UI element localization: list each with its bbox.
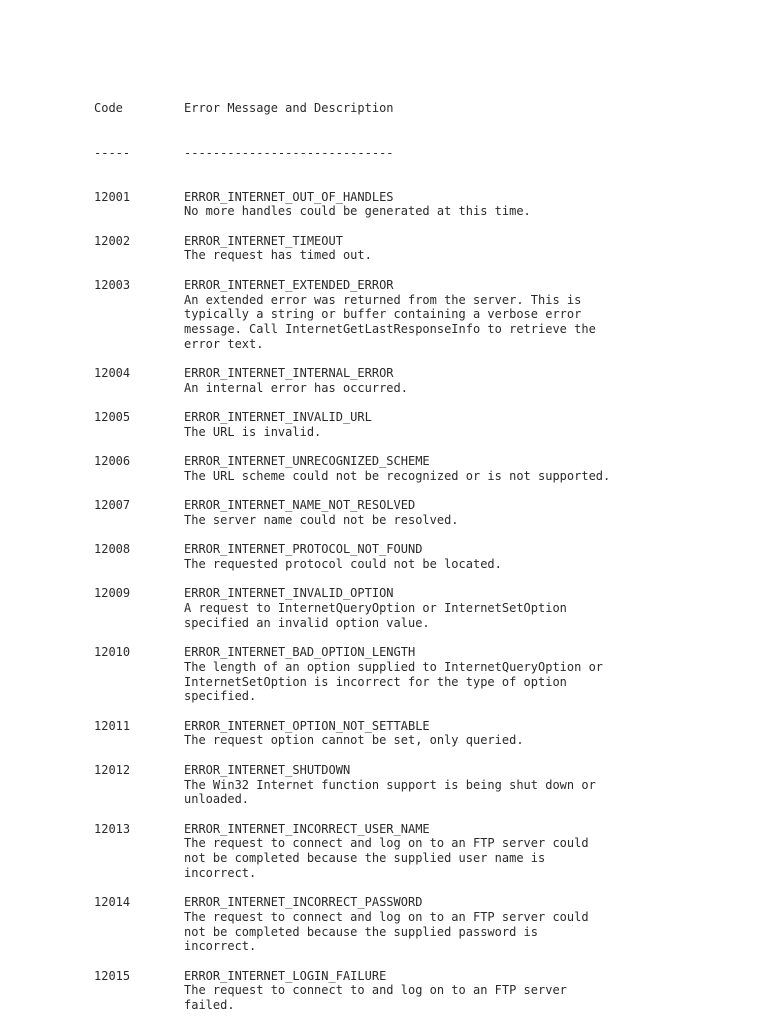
error-constant-name: ERROR_INTERNET_LOGIN_FAILURE [184,968,387,983]
error-description-block [184,645,744,704]
error-description-line: error text. [184,336,264,351]
error-description-block [184,498,744,527]
error-description-line: The request to connect and log on to an FTP server could [184,909,589,924]
error-description-block [184,586,744,630]
error-code: 12008 [94,542,131,557]
error-entry [94,763,744,807]
error-code: 12001 [94,189,131,204]
error-description-line: The server name could not be resolved. [184,513,459,527]
description-header-rule: ----------------------------- [184,145,394,160]
error-constant-name: ERROR_INTERNET_BAD_OPTION_LENGTH [184,645,416,660]
error-entry [94,719,744,748]
description-column-header [184,72,744,190]
error-description-block [184,278,744,352]
error-description-line: InternetSetOption is incorrect for the type of option [184,674,567,689]
error-code: 12009 [94,586,131,601]
error-code-document [94,72,744,1013]
error-description-block [184,719,744,748]
error-constant-name: ERROR_INTERNET_INTERNAL_ERROR [184,366,394,381]
error-entry [94,822,744,881]
error-description-line: message. Call InternetGetLastResponseInfo to retrieve the [184,321,596,336]
column-header [94,72,744,190]
error-description-block [184,190,744,219]
error-constant-name: ERROR_INTERNET_EXTENDED_ERROR [184,277,394,292]
error-description-block [184,895,744,954]
error-description-line: The request to connect and log on to an FTP server could [184,836,589,851]
error-description-line: typically a string or buffer containing a verbose error [184,307,582,322]
error-entry [94,645,744,704]
error-entry [94,895,744,954]
error-description-line: not be completed because the supplied user name is [184,851,546,866]
error-entry [94,498,744,527]
error-description-line: The length of an option supplied to InternetQueryOption or [184,659,604,674]
error-constant-name: ERROR_INTERNET_UNRECOGNIZED_SCHEME [184,454,430,469]
code-header-label: Code [94,101,123,116]
error-code: 12010 [94,645,131,660]
error-description-line: The request to connect to and log on to an FTP server [184,983,567,998]
error-constant-name: ERROR_INTERNET_INCORRECT_PASSWORD [184,895,423,910]
error-constant-name: ERROR_INTERNET_SHUTDOWN [184,762,351,777]
error-entry [94,410,744,439]
error-description-block [184,969,744,1013]
error-description-line: A request to InternetQueryOption or InternetSetOption [184,601,567,616]
error-description-line: unloaded. [184,792,250,807]
error-code: 12015 [94,968,131,983]
error-description-line: failed. [184,998,235,1013]
error-description-line: The request option cannot be set, only queried. [184,733,524,748]
error-description-line: An extended error was returned from the server. This is [184,292,582,307]
code-column-header [94,72,184,190]
error-description-block [184,234,744,263]
error-description-block [184,822,744,881]
error-code: 12003 [94,277,131,292]
error-constant-name: ERROR_INTERNET_OUT_OF_HANDLES [184,189,394,204]
error-constant-name: ERROR_INTERNET_OPTION_NOT_SETTABLE [184,718,430,733]
error-code: 12004 [94,366,131,381]
error-description-line: The URL is invalid. [184,424,322,439]
error-entry [94,234,744,263]
error-entry [94,278,744,352]
error-description-block [184,763,744,807]
error-entry [94,190,744,219]
error-code: 12013 [94,821,131,836]
error-description-line: The Win32 Internet function support is being shut down or [184,777,596,792]
error-constant-name: ERROR_INTERNET_PROTOCOL_NOT_FOUND [184,542,423,557]
error-code: 12012 [94,762,131,777]
code-header-rule: ----- [94,145,131,160]
description-header-label: Error Message and Description [184,101,394,116]
error-entry-list [94,190,744,1013]
error-code: 12011 [94,718,131,733]
error-description-line: incorrect. [184,865,257,880]
error-description-block [184,542,744,571]
error-description-block [184,454,744,483]
error-description-line: incorrect. [184,939,257,954]
error-description-line: specified. [184,689,257,704]
error-constant-name: ERROR_INTERNET_INVALID_URL [184,410,372,425]
error-code: 12014 [94,895,131,910]
error-description-line: not be completed because the supplied password is [184,924,539,939]
error-constant-name: ERROR_INTERNET_TIMEOUT [184,233,343,248]
error-constant-name: ERROR_INTERNET_INCORRECT_USER_NAME [184,821,430,836]
error-code: 12005 [94,410,131,425]
error-entry [94,586,744,630]
error-description-line: The URL scheme could not be recognized or is not supported. [184,468,611,483]
error-code: 12007 [94,498,131,513]
error-description-line: The request has timed out. [184,248,372,263]
error-entry [94,969,744,1013]
error-code: 12002 [94,233,131,248]
error-description-block [184,410,744,439]
error-description-line: The requested protocol could not be located. [184,557,502,572]
error-code: 12006 [94,454,131,469]
error-constant-name: ERROR_INTERNET_NAME_NOT_RESOLVED [184,498,416,513]
error-description-line: specified an invalid option value. [184,615,430,630]
error-description-block [184,366,744,395]
error-entry [94,542,744,571]
error-description-line: No more handles could be generated at this time. [184,204,531,219]
error-description-line: An internal error has occurred. [184,380,408,395]
error-entry [94,366,744,395]
error-entry [94,454,744,483]
error-constant-name: ERROR_INTERNET_INVALID_OPTION [184,586,394,601]
